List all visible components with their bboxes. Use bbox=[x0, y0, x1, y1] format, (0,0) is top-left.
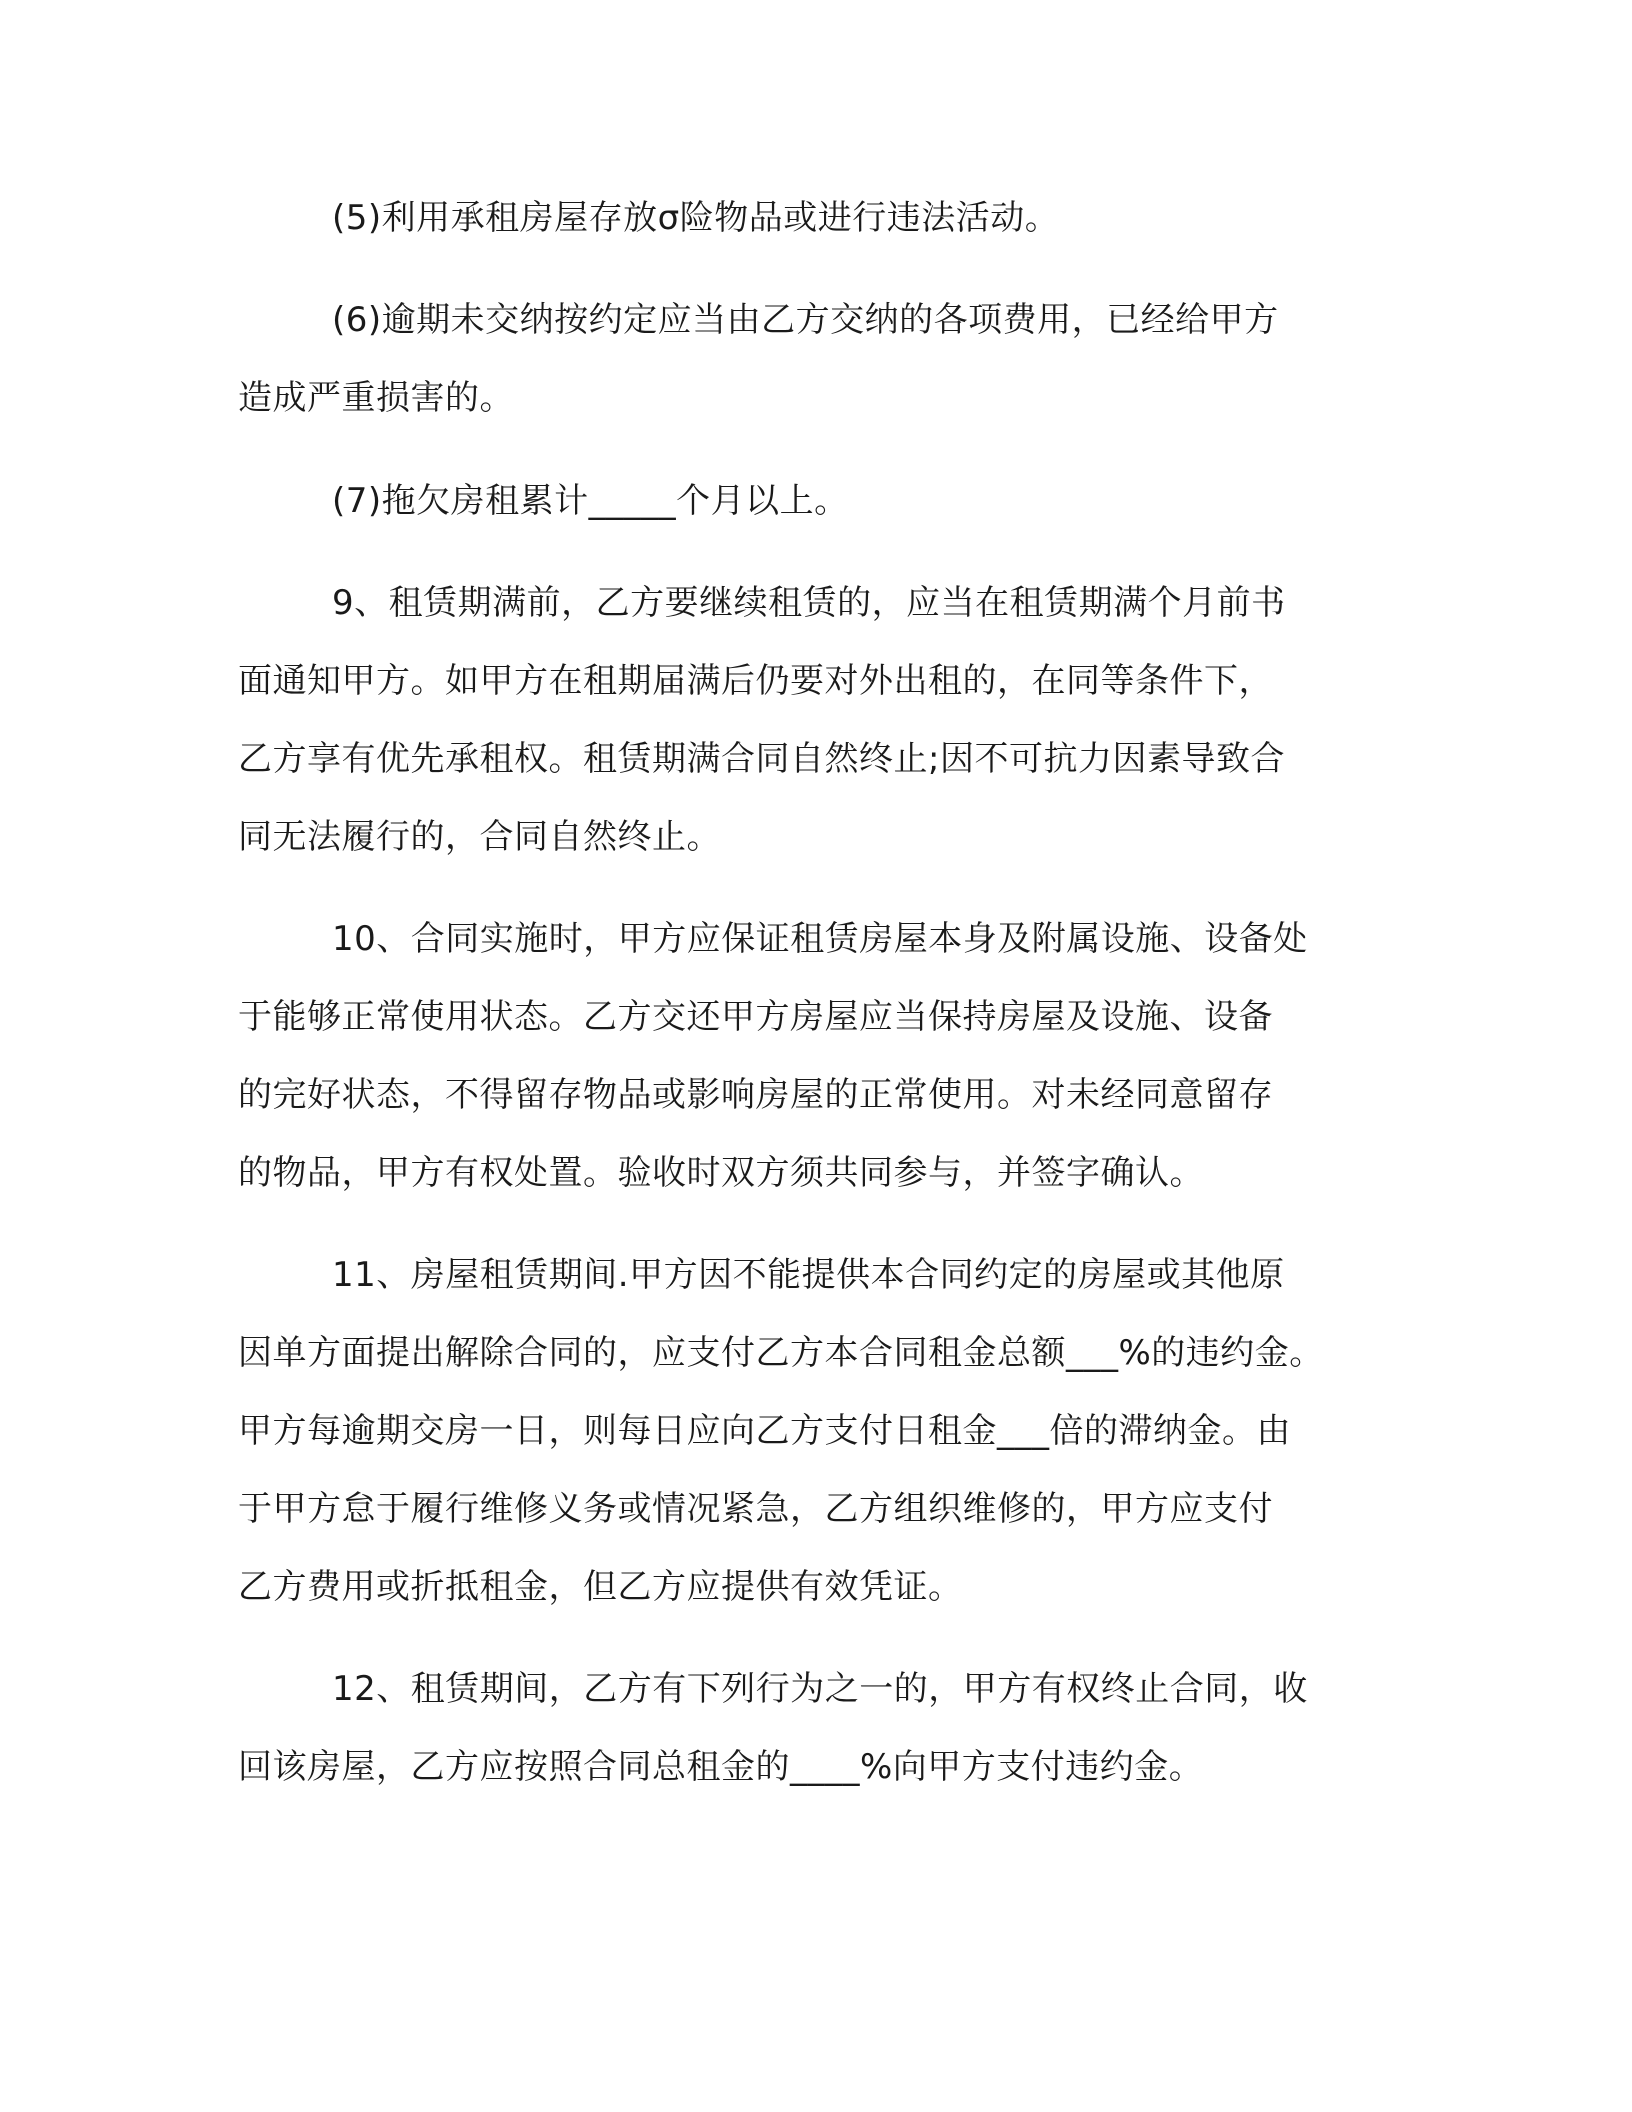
clause-10-line-3: 的完好状态，不得留存物品或影响房屋的正常使用。对未经同意留存 bbox=[238, 1075, 1273, 1115]
clause-11-line-1: 11、房屋租赁期间.甲方因不能提供本合同约定的房屋或其他原 bbox=[332, 1255, 1285, 1295]
clause-6-line-1: (6)逾期未交纳按约定应当由乙方交纳的各项费用，已经给甲方 bbox=[332, 300, 1279, 340]
clause-9-line-4: 同无法履行的，合同自然终止。 bbox=[238, 817, 721, 857]
clause-11-line-3: 甲方每逾期交房一日，则每日应向乙方支付日租金___倍的滞纳金。由 bbox=[238, 1411, 1291, 1451]
clause-12-line-1: 12、租赁期间，乙方有下列行为之一的，甲方有权终止合同，收 bbox=[332, 1669, 1308, 1709]
clause-10-line-2: 于能够正常使用状态。乙方交还甲方房屋应当保持房屋及设施、设备 bbox=[238, 997, 1273, 1037]
clause-12-line-2: 回该房屋，乙方应按照合同总租金的____%向甲方支付违约金。 bbox=[238, 1747, 1204, 1787]
clause-10-line-1: 10、合同实施时，甲方应保证租赁房屋本身及附属设施、设备处 bbox=[332, 919, 1308, 959]
clause-10-line-4: 的物品，甲方有权处置。验收时双方须共同参与，并签字确认。 bbox=[238, 1153, 1204, 1193]
clause-5-line-1: (5)利用承租房屋存放σ险物品或进行违法活动。 bbox=[332, 198, 1060, 238]
clause-9-line-3: 乙方享有优先承租权。租赁期满合同自然终止;因不可抗力因素导致合 bbox=[238, 739, 1285, 779]
clause-6-line-2: 造成严重损害的。 bbox=[238, 378, 514, 418]
clause-11-line-5: 乙方费用或折抵租金，但乙方应提供有效凭证。 bbox=[238, 1567, 963, 1607]
clause-7-line-1: (7)拖欠房租累计_____个月以上。 bbox=[332, 481, 849, 521]
clause-11-line-4: 于甲方怠于履行维修义务或情况紧急，乙方组织维修的，甲方应支付 bbox=[238, 1489, 1273, 1529]
clause-9-line-2: 面通知甲方。如甲方在租期届满后仍要对外出租的，在同等条件下， bbox=[238, 661, 1273, 701]
clause-9-line-1: 9、租赁期满前，乙方要继续租赁的，应当在租赁期满个月前书 bbox=[332, 583, 1286, 623]
clause-11-line-2: 因单方面提出解除合同的，应支付乙方本合同租金总额___%的违约金。 bbox=[238, 1333, 1324, 1373]
